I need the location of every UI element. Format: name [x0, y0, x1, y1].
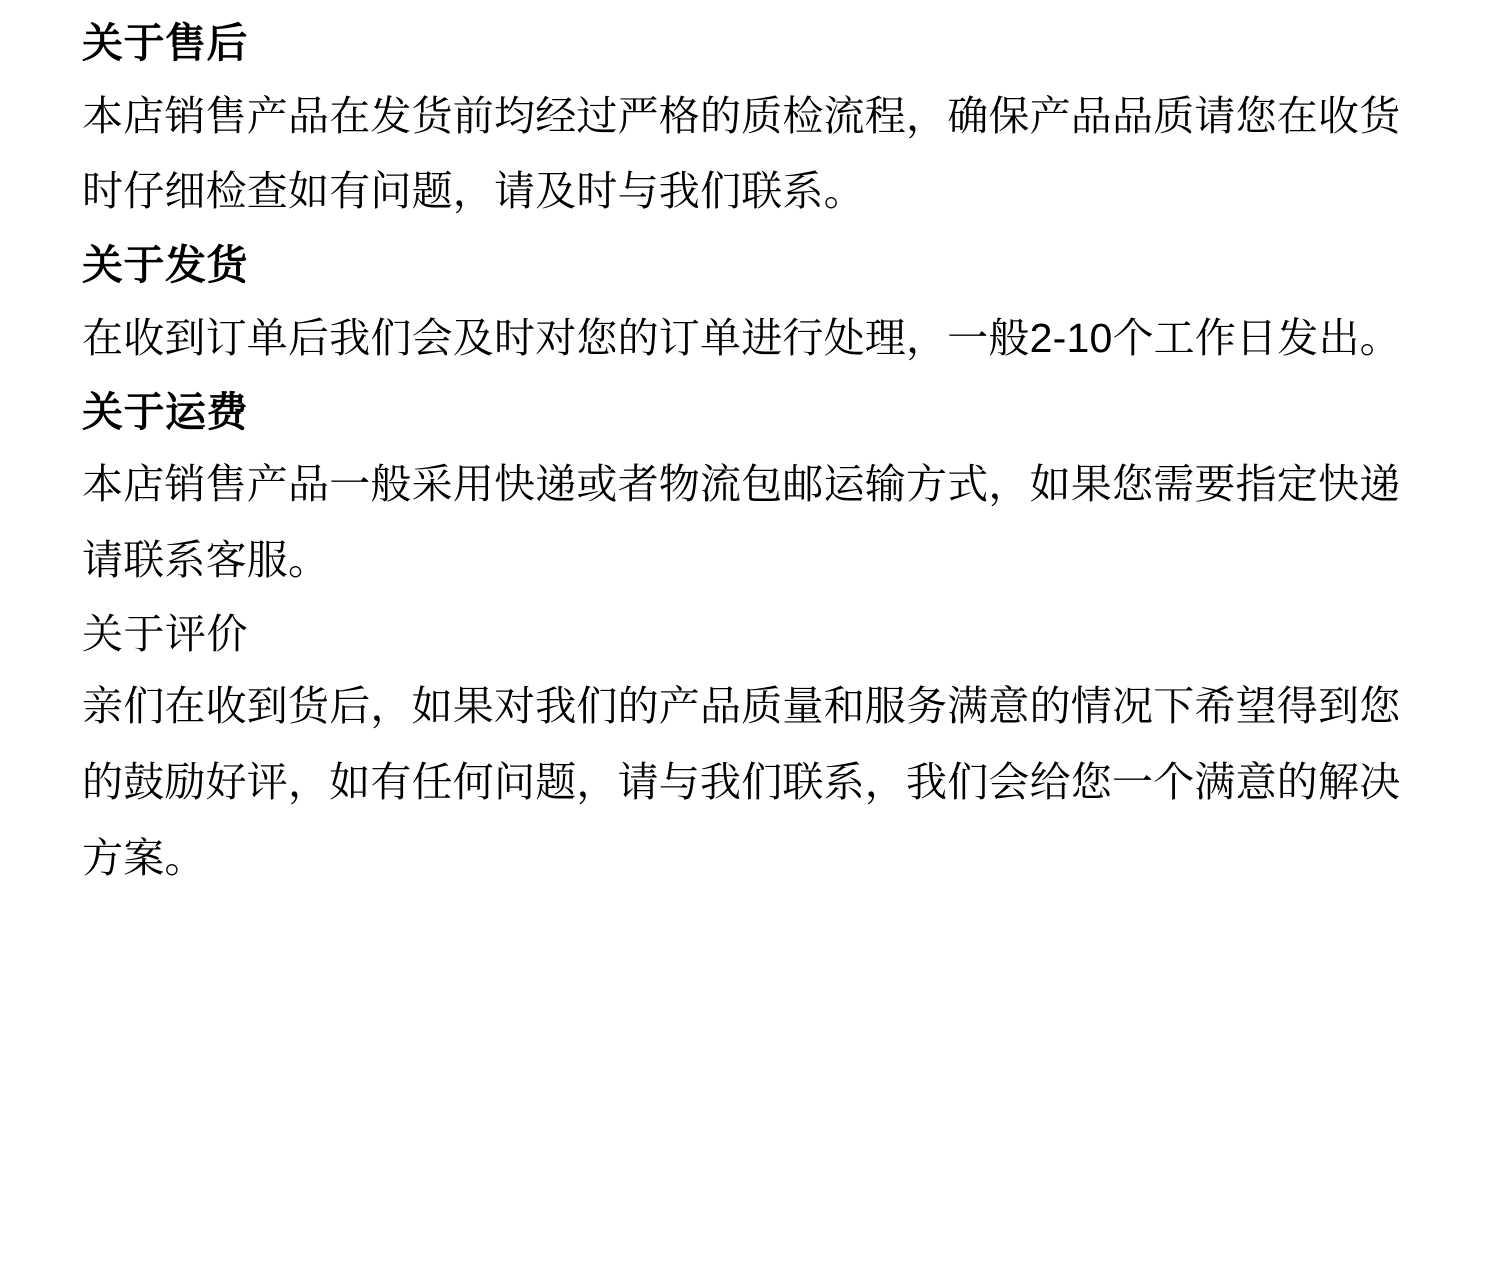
section-shipping — [82, 230, 1440, 376]
section-heading: 关于运费 — [82, 388, 248, 435]
section-heading: 关于评价 — [82, 610, 248, 657]
section-body: 本店销售产品一般采用快递或者物流包邮运输方式，如果您需要指定快递请联系客服。 — [82, 461, 1401, 583]
section-heading: 关于售后 — [82, 20, 248, 66]
section-after-sales — [82, 8, 1440, 230]
section-review — [82, 599, 1440, 897]
section-freight — [82, 377, 1440, 599]
section-body: 在收到订单后我们会及时对您的订单进行处理，一般2-10个工作日发出。 — [82, 314, 1401, 361]
section-body: 亲们在收到货后，如果对我们的产品质量和服务满意的情况下希望得到您的鼓励好评，如有任何问题，请与我们联系，我们会给您一个满意的解决方案。 — [82, 683, 1401, 881]
section-body: 本店销售产品在发货前均经过严格的质检流程，确保产品品质请您在收货时仔细检查如有问题，请及时与我们联系。 — [82, 92, 1401, 215]
section-heading: 关于发货 — [82, 242, 248, 289]
